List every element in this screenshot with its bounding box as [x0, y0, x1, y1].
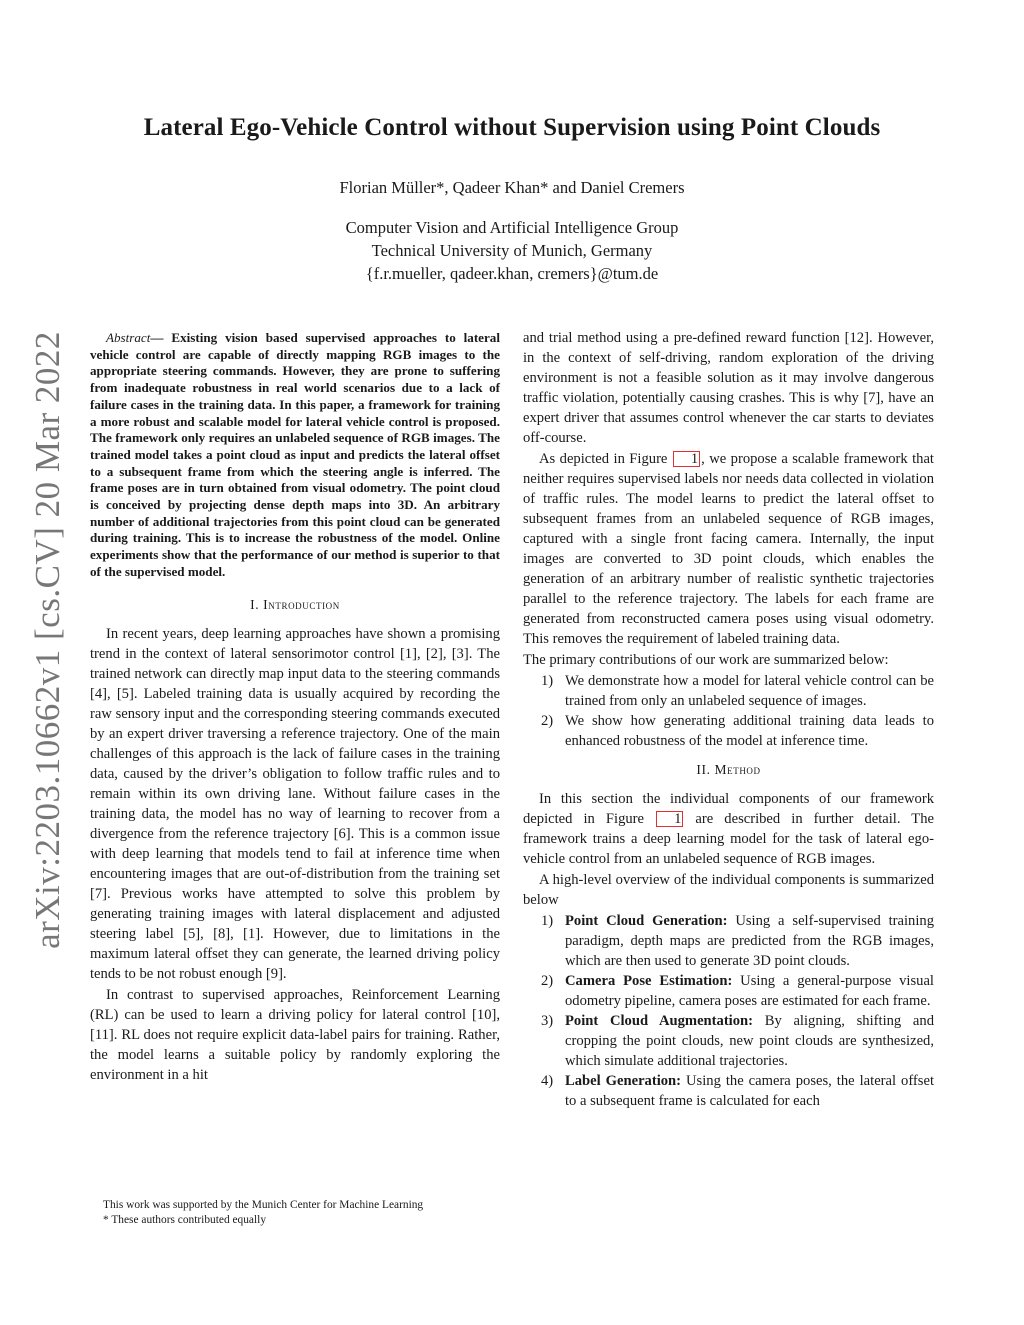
method-p1-text-b: are described in further detail. The framework trains a deep learning model for the task of lateral ego-vehicle control from an unlabeled sequence of RGB images. — [523, 811, 934, 867]
list-number: 2) — [541, 713, 554, 729]
list-number: 3) — [541, 1013, 554, 1029]
list-item-title: Point Cloud Generation: — [565, 913, 728, 929]
list-item — [523, 1071, 934, 1111]
abstract-dash: — — [150, 330, 172, 345]
affiliation-group: Computer Vision and Artificial Intelligence Group — [345, 218, 679, 237]
paper-authors: Florian Müller*, Qadeer Khan* and Daniel Cremers — [339, 178, 685, 197]
list-item-title: Point Cloud Augmentation: — [565, 1013, 754, 1029]
list-item-text: Using the camera poses, the lateral offset to a subsequent frame is calculated for each — [565, 1073, 934, 1109]
list-item — [523, 911, 934, 971]
abstract-label: Abstract — [106, 330, 151, 345]
arxiv-identifier: arXiv:2203.10662v1 [cs.CV] 20 Mar 2022 — [28, 331, 67, 949]
method-paragraph-2: A high-level overview of the individual components is summarized below — [523, 872, 934, 908]
method-p1-text-a: In this section the individual components of our framework depicted in Figure — [523, 791, 934, 827]
list-item — [523, 711, 934, 751]
abstract-text: Existing vision based supervised approaches to lateral vehicle control are capable of directly mapping RGB images to the appropriate steering commands. However, they are prone to suffering from inadequate robustness in real world scenarios due to a lack of failure cases in the training data. In this paper, a framework for training a more robust and scalable model for lateral vehicle control is proposed. The framework only requires an unlabeled sequence of RGB images. The trained model takes a point cloud as input and predicts the lateral offset to a subsequent frame from which the steering angle is inferred. The frame poses are in turn obtained from visual odometry. The point cloud is conceived by projecting dense depth maps into 3D. An arbitrary number of additional trajectories from this point cloud can be generated during training. This is to increase the robustness of the model. Online experiments show that the performance of our method is superior to that of the supervised model. — [90, 330, 500, 579]
intro-p3-text-b: , we propose a scalable framework that neither requires supervised labels nor needs data collected in violation of traffic rules. The model learns to predict the lateral offset to subsequent frames from an unlabeled sequence of RGB images, captured with a single front facing camera. Internally, the input images are converted to 3D point clouds, which enables the generation of an arbitrary number of realistic synthetic trajectories parallel to the reference trajectory. The labels for each frame are generated from reconstructed camera poses using visual odometry. This removes the requirement of labeled training data. — [523, 451, 934, 647]
list-item-text: We demonstrate how a model for lateral vehicle control can be trained from only an unlabeled sequence of images. — [565, 673, 934, 709]
section-heading-introduction: I. Introduction — [250, 596, 340, 612]
footnotes — [103, 1198, 523, 1227]
footnote-support: This work was supported by the Munich Center for Machine Learning — [103, 1199, 424, 1211]
list-item — [523, 1011, 934, 1071]
intro-paragraph-2-continued: and trial method using a pre-defined reward function [12]. However, in the context of self-driving, random exploration of the driving environment is not a feasible solution as it may involve dangerous traffic violation, potentially causing crashes. This is why [7], have an expert driver that assumes control whenever the car starts to deviates off-course. — [523, 330, 934, 446]
footnote-equal-contribution: * These authors contributed equally — [103, 1213, 267, 1226]
list-item-text: By aligning, shifting and cropping the point clouds, new point clouds are synthesized, which simulate additional trajectories. — [565, 1013, 934, 1069]
list-item — [523, 671, 934, 711]
list-item-text: Using a general-purpose visual odometry pipeline, camera poses are estimated for each frame. — [565, 973, 934, 1009]
intro-paragraph-3 — [523, 449, 934, 649]
list-item-title: Label Generation: — [565, 1073, 682, 1089]
intro-p3-text-a: As depicted in Figure — [539, 451, 672, 467]
list-number: 1) — [541, 673, 554, 689]
list-item-text: Using a self-supervised training paradigm, depth maps are predicted from the RGB images, which are then used to generate 3D point clouds. — [565, 913, 934, 969]
affiliation-block — [0, 216, 1024, 285]
intro-paragraph-2: In contrast to supervised approaches, Reinforcement Learning (RL) can be used to learn a driving policy for lateral control [10], [11]. RL does not require explicit data-label pairs for training. Rather, the model learns a suitable policy by randomly exploring the environment in a hit — [90, 986, 500, 1083]
left-column — [90, 330, 500, 1086]
list-item — [523, 971, 934, 1011]
figure-ref-link[interactable]: 1 — [673, 451, 700, 467]
paper-title: Lateral Ego-Vehicle Control without Supervision using Point Clouds — [143, 114, 881, 141]
contributions-list — [523, 671, 934, 751]
list-item-text: We show how generating additional training data leads to enhanced robustness of the model at inference time. — [565, 713, 934, 749]
method-paragraph-1 — [523, 789, 934, 869]
right-column — [523, 328, 934, 1111]
list-number: 1) — [541, 913, 554, 929]
intro-paragraph-4: The primary contributions of our work are summarized below: — [523, 652, 889, 668]
list-number: 4) — [541, 1073, 554, 1089]
affiliation-university: Technical University of Munich, Germany — [371, 241, 653, 260]
list-item-title: Camera Pose Estimation: — [565, 973, 733, 989]
intro-paragraph-1: In recent years, deep learning approaches have shown a promising trend in the context of lateral sensorimotor control [1], [2], [3]. The trained network can directly map input data to the steering commands [4], [5]. Labeled training data is usually acquired by recording the raw sensory input and the corresponding steering commands executed by an expert driver traversing a reference trajectory. One of the main challenges of this approach is the lack of failure cases in the training data, caused by the driver’s obligation to follow traffic rules and to remain within its own driving lane. Without failure cases in the training data, the model has no way of learning to recover from a divergence from the reference trajectory [6]. This is a common issue with deep learning that models tend to fail at inference time when encountering images that are out-of-distribution from the training set [7]. Previous works have attempted to solve this problem by generating training images with lateral displacement and adjusted steering label [5], [8], [1]. However, due to limitations in the maximum lateral offset they can generate, the learned driving policy tends to be not robust enough [9]. — [90, 625, 500, 982]
author-emails: {f.r.mueller, qadeer.khan, cremers}@tum.de — [365, 264, 659, 283]
abstract — [90, 330, 500, 581]
figure-ref-link[interactable]: 1 — [656, 811, 683, 827]
list-number: 2) — [541, 973, 554, 989]
section-heading-method: II. Method — [696, 762, 761, 777]
components-list — [523, 911, 934, 1111]
